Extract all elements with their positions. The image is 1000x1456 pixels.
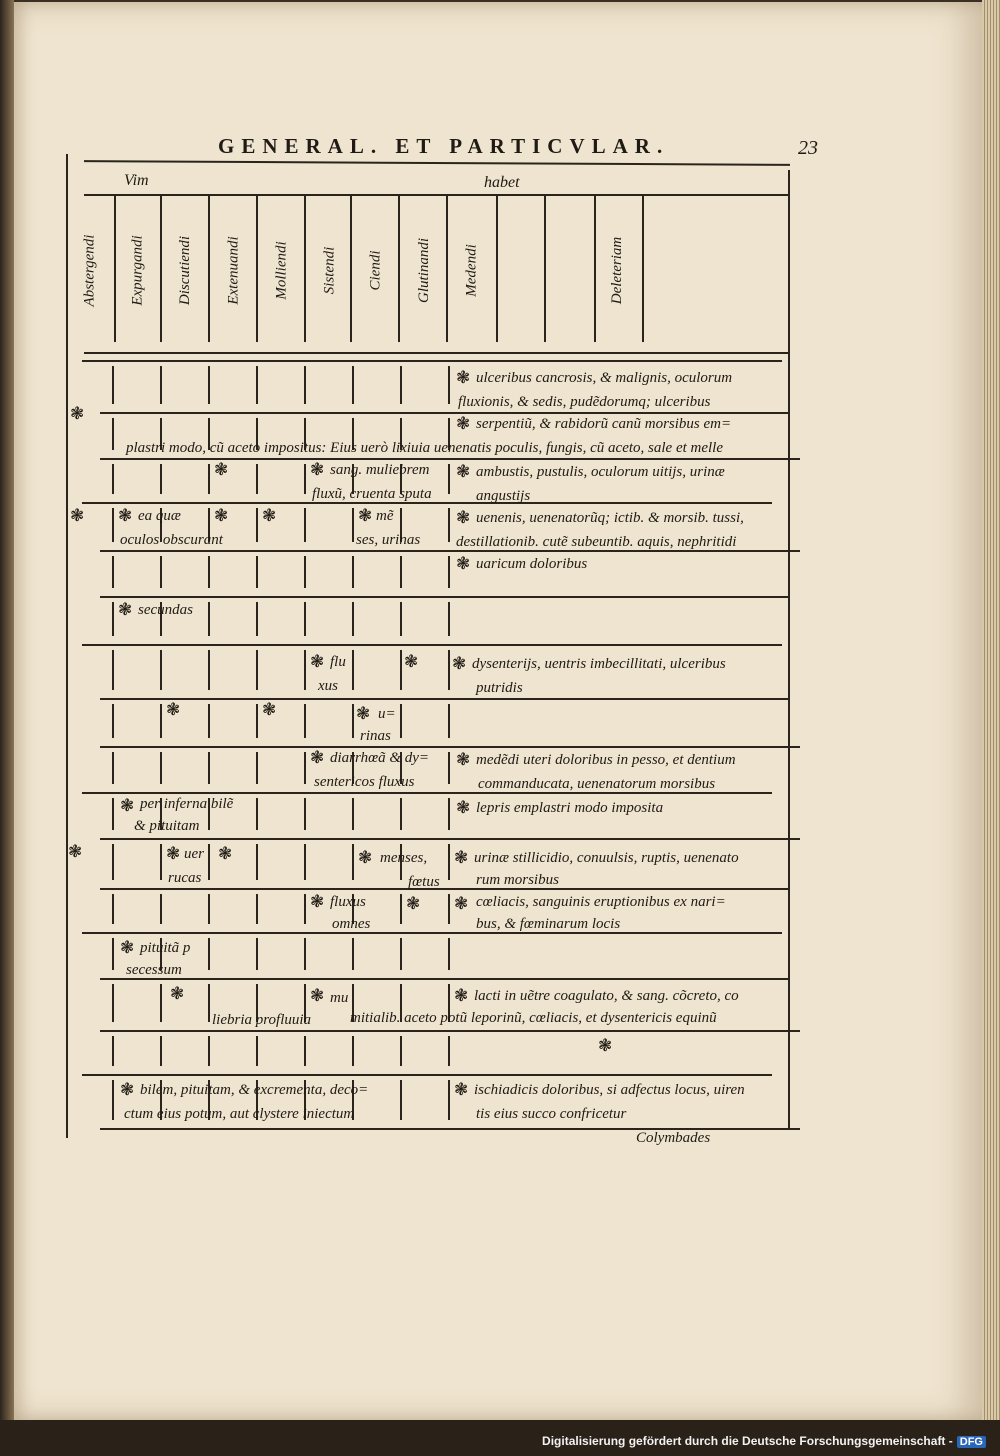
row3-sistendi-1: sang. muliebrem: [330, 462, 430, 478]
cell-divider: [112, 650, 114, 690]
cell-divider: [448, 1036, 450, 1066]
row4-expurgandi-1: ea quæ: [138, 508, 181, 524]
cell-divider: [256, 1036, 258, 1066]
row14-medendi-2: mitialib. aceto potũ leporinũ, cœliacis, et dysentericis equinũ: [350, 1010, 717, 1026]
cell-divider: [112, 508, 114, 542]
cell-divider: [352, 508, 354, 542]
asterisk-icon: ❃: [170, 984, 185, 1003]
row11-medendi-2: rum morsibus: [476, 872, 559, 888]
cell-divider: [400, 938, 402, 970]
cell-divider: [304, 938, 306, 970]
cell-divider: [448, 602, 450, 636]
cell-divider: [352, 556, 354, 588]
row12-medendi-2: bus, & fœminarum locis: [476, 916, 621, 932]
cell-divider: [208, 366, 210, 404]
row14-sistendi-2: liebria profluuia: [212, 1012, 312, 1028]
row-rule: [100, 838, 800, 840]
cell-divider: [400, 1036, 402, 1066]
row3-medendi-2: angustijs: [476, 488, 531, 504]
table-left-rule: [66, 154, 68, 1138]
asterisk-icon: ❃: [310, 986, 325, 1005]
asterisk-icon: ❃: [68, 842, 83, 861]
cell-divider: [256, 752, 258, 784]
column-header-rule: [84, 352, 790, 354]
cell-divider: [304, 650, 306, 690]
cell-divider: [304, 798, 306, 830]
cell-divider: [256, 798, 258, 830]
row-rule: [82, 932, 782, 934]
cell-divider: [112, 752, 114, 784]
cell-divider: [448, 894, 450, 924]
cell-divider: [160, 1036, 162, 1066]
cell-divider: [208, 650, 210, 690]
cell-divider: [352, 366, 354, 404]
column-divider: [350, 196, 352, 342]
asterisk-icon: ❃: [456, 554, 471, 573]
cell-divider: [304, 894, 306, 924]
cell-divider: [448, 704, 450, 738]
cell-divider: [256, 894, 258, 924]
cell-divider: [208, 894, 210, 924]
cell-divider: [160, 556, 162, 588]
cell-divider: [400, 650, 402, 690]
asterisk-icon: ❃: [70, 506, 85, 525]
cell-divider: [112, 418, 114, 450]
row16-medendi-1: ischiadicis doloribus, si adfectus locus, uiren: [474, 1082, 745, 1098]
row1-medendi-2: fluxionis, & sedis, pudẽdorumq; ulceribus: [458, 394, 711, 410]
asterisk-icon: ❃: [456, 414, 471, 433]
cell-divider: [256, 650, 258, 690]
asterisk-icon: ❃: [358, 506, 373, 525]
asterisk-icon: ❃: [310, 748, 325, 767]
asterisk-icon: ❃: [358, 848, 373, 867]
row10-medendi: lepris emplastri modo imposita: [476, 800, 664, 816]
cell-divider: [256, 464, 258, 494]
asterisk-icon: ❃: [356, 704, 371, 723]
cell-divider: [448, 464, 450, 494]
row16-expurgandi-1: bilem, pituitam, & excrementa, deco=: [140, 1082, 369, 1098]
header-habet: habet: [484, 174, 520, 191]
cell-divider: [400, 556, 402, 588]
cell-divider: [160, 752, 162, 784]
cell-divider: [112, 464, 114, 494]
cell-divider: [208, 464, 210, 494]
cell-divider: [352, 844, 354, 880]
row-rule: [100, 978, 790, 980]
row6-expurgandi: secundas: [138, 602, 193, 618]
row10-expurgandi-1: per inferna bilẽ: [140, 796, 234, 812]
row7-medendi-1: dysenterijs, uentris imbecillitati, ulceribus: [472, 656, 726, 672]
row8-ciendi-2: rinas: [360, 728, 391, 744]
footer-text: Digitalisierung gefördert durch die Deutsche Forschungsgemeinschaft -: [542, 1434, 953, 1448]
row7-sistendi-1: flu: [330, 654, 346, 670]
cell-divider: [112, 844, 114, 880]
dfg-logo: DFG: [957, 1436, 986, 1448]
column-divider: [642, 196, 644, 342]
cell-divider: [256, 556, 258, 588]
cell-divider: [112, 366, 114, 404]
cell-divider: [112, 1036, 114, 1066]
cell-divider: [112, 894, 114, 924]
footer-credit: [542, 1434, 986, 1448]
col-deleteriam: Deleteriam: [609, 236, 626, 304]
row11-ciendi-1: menses,: [380, 850, 428, 866]
row4-ciendi-2: ses, urinas: [356, 532, 421, 548]
cell-divider: [256, 938, 258, 970]
asterisk-icon: ❃: [404, 652, 419, 671]
asterisk-icon: ❃: [454, 848, 469, 867]
cell-divider: [112, 602, 114, 636]
row1-medendi-1: ulceribus cancrosis, & malignis, oculorum: [476, 370, 733, 386]
row4-ciendi-1: mẽ: [376, 508, 394, 524]
asterisk-icon: ❃: [262, 700, 277, 719]
cell-divider: [448, 752, 450, 784]
cell-divider: [448, 508, 450, 542]
column-divider: [398, 196, 400, 342]
column-divider: [160, 196, 162, 342]
row16-medendi-2: tis eius succo confricetur: [476, 1106, 627, 1122]
cell-divider: [304, 1036, 306, 1066]
cell-divider: [160, 984, 162, 1022]
col-molliendi: Molliendi: [273, 240, 290, 300]
asterisk-icon: ❃: [214, 460, 229, 479]
row11-discutiendi-2: rucas: [168, 870, 202, 886]
row-rule: [100, 1030, 800, 1032]
cell-divider: [304, 704, 306, 738]
cell-divider: [352, 798, 354, 830]
row8-ciendi-1: u=: [378, 706, 396, 722]
asterisk-icon: ❃: [456, 368, 471, 387]
row10-expurgandi-2: & pituitam: [134, 818, 200, 834]
col-medendi: Medendi: [463, 243, 480, 297]
row-rule: [82, 360, 782, 362]
asterisk-icon: ❃: [598, 1036, 613, 1055]
cell-divider: [304, 464, 306, 494]
asterisk-icon: ❃: [120, 796, 135, 815]
column-divider: [594, 196, 596, 342]
row3-sistendi-2: fluxũ, cruenta sputa: [312, 486, 432, 502]
asterisk-icon: ❃: [456, 750, 471, 769]
asterisk-icon: ❃: [120, 938, 135, 957]
row5-medendi-1: uaricum doloribus: [476, 556, 588, 572]
col-discutiendi: Discutiendi: [177, 235, 194, 305]
cell-divider: [208, 602, 210, 636]
page-edges: [982, 0, 1000, 1420]
header-vim: Vim: [124, 172, 149, 189]
cell-divider: [160, 464, 162, 494]
asterisk-icon: ❃: [310, 652, 325, 671]
cell-divider: [304, 844, 306, 880]
col-sistendi: Sistendi: [321, 246, 338, 294]
cell-divider: [256, 602, 258, 636]
row12-sistendi-1: fluxus: [330, 894, 366, 910]
asterisk-icon: ❃: [452, 654, 467, 673]
cell-divider: [448, 844, 450, 880]
column-divider: [304, 196, 306, 342]
catchword: Colymbades: [636, 1130, 711, 1146]
cell-divider: [112, 556, 114, 588]
asterisk-icon: ❃: [454, 986, 469, 1005]
cell-divider: [448, 556, 450, 588]
row14-medendi-1: lacti in uẽtre coagulato, & sang. cõcreto, co: [474, 988, 739, 1004]
asterisk-icon: ❃: [456, 462, 471, 481]
col-glutinandi: Glutinandi: [415, 237, 432, 303]
asterisk-icon: ❃: [218, 844, 233, 863]
row4-medendi-2: destillationib. cutẽ subeuntib. aquis, nephritidi: [456, 534, 737, 550]
asterisk-icon: ❃: [310, 460, 325, 479]
cell-divider: [448, 938, 450, 970]
running-head: GENERAL. ET PARTICVLAR.: [218, 134, 670, 158]
cell-divider: [400, 894, 402, 924]
row-rule: [100, 698, 790, 700]
cell-divider: [304, 602, 306, 636]
column-divider: [544, 196, 546, 342]
cell-divider: [448, 1080, 450, 1120]
page-number: 23: [798, 137, 818, 159]
table-right-rule: [788, 170, 790, 1130]
asterisk-icon: ❃: [166, 844, 181, 863]
col-expurgandi: Expurgandi: [129, 234, 146, 306]
cell-divider: [208, 984, 210, 1022]
row12-sistendi-2: omnes: [332, 916, 371, 932]
cell-divider: [304, 366, 306, 404]
cell-divider: [256, 508, 258, 542]
cell-divider: [400, 602, 402, 636]
row-rule: [100, 746, 800, 748]
cell-divider: [304, 508, 306, 542]
cell-divider: [112, 938, 114, 970]
row3-medendi-1: ambustis, pustulis, oculorum uitijs, urinæ: [476, 464, 725, 480]
row12-medendi-1: cœliacis, sanguinis eruptionibus ex nari=: [476, 894, 726, 910]
row13-expurgandi-1: pituitã p: [140, 940, 191, 956]
cell-divider: [112, 1080, 114, 1120]
col-abstergendi: Abstergendi: [81, 234, 98, 306]
cell-divider: [112, 984, 114, 1022]
cell-divider: [400, 366, 402, 404]
cell-divider: [400, 1080, 402, 1120]
cell-divider: [256, 844, 258, 880]
row4-medendi-1: uenenis, uenenatorũq; ictib. & morsib. tussi,: [476, 510, 744, 526]
row-rule: [82, 644, 782, 646]
row-rule: [100, 458, 800, 460]
asterisk-icon: ❃: [120, 1080, 135, 1099]
row13-expurgandi-2: secessum: [126, 962, 182, 978]
cell-divider: [112, 704, 114, 738]
cell-divider: [160, 844, 162, 880]
page-gutter: [0, 0, 14, 1456]
row11-medendi-1: urinæ stillicidio, conuulsis, ruptis, uenenato: [474, 850, 739, 866]
cell-divider: [400, 798, 402, 830]
col-ciendi: Ciendi: [367, 250, 384, 290]
column-divider: [256, 196, 258, 342]
asterisk-icon: ❃: [262, 506, 277, 525]
header-rule: [84, 194, 790, 196]
cell-divider: [208, 556, 210, 588]
row9-sistendi-2: sentericos fluxus: [314, 774, 415, 790]
asterisk-icon: ❃: [406, 894, 421, 913]
cell-divider: [256, 704, 258, 738]
row7-medendi-2: putridis: [476, 680, 523, 696]
asterisk-icon: ❃: [166, 700, 181, 719]
row2-medendi-2: plastri modo, cũ aceto impositus: Eius uerò lixiuia uenenatis poculis, fungis, cũ aceto, sale et melle: [126, 440, 723, 456]
cell-divider: [160, 704, 162, 738]
asterisk-icon: ❃: [456, 798, 471, 817]
cell-divider: [400, 704, 402, 738]
cell-divider: [352, 650, 354, 690]
cell-divider: [256, 366, 258, 404]
asterisk-icon: ❃: [118, 506, 133, 525]
cell-divider: [112, 798, 114, 830]
cell-divider: [304, 556, 306, 588]
cell-divider: [160, 366, 162, 404]
asterisk-icon: ❃: [310, 892, 325, 911]
cell-divider: [352, 1036, 354, 1066]
cell-divider: [448, 650, 450, 690]
row-rule: [100, 888, 790, 890]
cell-divider: [352, 938, 354, 970]
cell-divider: [352, 704, 354, 738]
cell-divider: [208, 1036, 210, 1066]
row9-medendi-1: medẽdi uteri doloribus in pesso, et dentium: [476, 752, 736, 768]
row-rule: [100, 596, 790, 598]
cell-divider: [352, 602, 354, 636]
asterisk-icon: ❃: [454, 1080, 469, 1099]
cell-divider: [448, 366, 450, 404]
asterisk-icon: ❃: [70, 404, 85, 423]
row11-ciendi-2: fœtus: [408, 874, 440, 890]
row2-medendi-1: serpentiũ, & rabidorũ canũ morsibus em=: [476, 416, 732, 432]
row16-expurgandi-2: ctum eius potum, aut clystere iniectum: [124, 1106, 355, 1122]
row9-sistendi-1: diarrhœã & dy=: [330, 750, 430, 766]
col-extenuandi: Extenuandi: [225, 235, 242, 305]
cell-divider: [160, 894, 162, 924]
row7-sistendi-2: xus: [318, 678, 338, 694]
column-divider: [446, 196, 448, 342]
cell-divider: [208, 752, 210, 784]
asterisk-icon: ❃: [456, 508, 471, 527]
row-rule: [82, 1074, 772, 1076]
cell-divider: [160, 650, 162, 690]
column-divider: [208, 196, 210, 342]
cell-divider: [208, 704, 210, 738]
asterisk-icon: ❃: [214, 506, 229, 525]
row9-medendi-2: commanducata, uenenatorum morsibus: [478, 776, 716, 792]
cell-divider: [208, 938, 210, 970]
row-rule: [100, 412, 790, 414]
row4-expurgandi-2: oculos obscurant: [120, 532, 223, 548]
cell-divider: [208, 844, 210, 880]
row11-discutiendi-1: uer: [184, 846, 204, 862]
column-divider: [496, 196, 498, 342]
asterisk-icon: ❃: [454, 894, 469, 913]
cell-divider: [448, 798, 450, 830]
cell-divider: [304, 752, 306, 784]
row14-sistendi-1: mu: [330, 990, 349, 1006]
asterisk-icon: ❃: [118, 600, 133, 619]
column-divider: [114, 196, 116, 342]
